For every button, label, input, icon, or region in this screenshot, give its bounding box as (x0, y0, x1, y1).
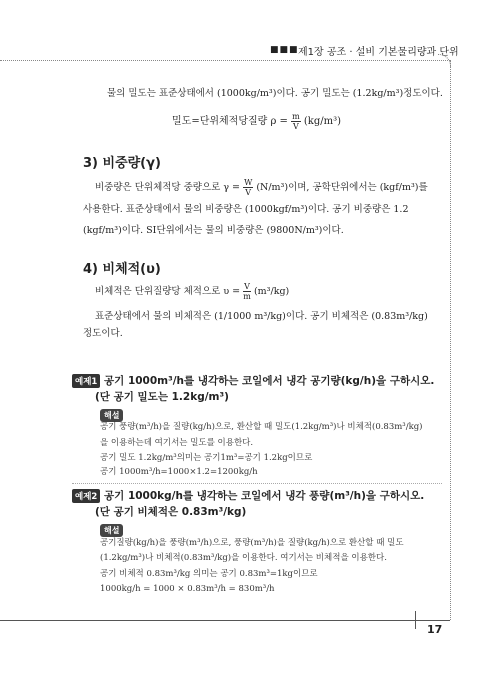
specific-volume-numerator: V (244, 282, 250, 291)
specific-volume-text-b: (m³/kg) (253, 286, 290, 297)
density-text: 물의 밀도는 표준상태에서 (1000kg/m³)이다. 공기 밀도는 (1.2kg/m³)정도이다. (107, 88, 443, 99)
example2-solution-line2: (1.2kg/m³)나 비체적(0.83m³/kg)을 이용한다. 여기서는 비체적을 이용한다. (100, 553, 387, 563)
specific-weight-line1 (95, 178, 428, 197)
footer-divider (0, 620, 450, 621)
example2-solution-label: 해설 (100, 524, 123, 537)
specific-weight-fraction (243, 178, 253, 197)
example1-solution-label: 해설 (100, 409, 123, 422)
example1-badge: 예제1 (72, 374, 100, 388)
example1-question-line1: 공기 1000m³/h를 냉각하는 코일에서 냉각 공기량(kg/h)을 구하시오. (104, 375, 435, 387)
density-formula (172, 112, 341, 131)
header-dots: ■■■ (270, 45, 299, 55)
example2-solution-line4: 1000kg/h = 1000 × 0.83m³/h = 830m³/h (100, 584, 275, 594)
specific-volume-line2: 표준상태에서 물의 비체적은 (1/1000 m³/kg)이다. 공기 비체적은 (0.83m³/kg) (95, 311, 428, 322)
density-formula-suffix: (kg/m³) (303, 116, 342, 127)
chapter-title: 제1장 공조 · 설비 기본물리량과 단위 (298, 47, 459, 58)
example1-solution-line2: 을 이용하는데 여기서는 밀도를 이용한다. (100, 438, 254, 448)
example2-question-line2: (단 공기 비체적은 0.83m³/kg) (95, 506, 247, 518)
example2-badge: 예제2 (72, 489, 100, 503)
specific-volume-fraction (243, 282, 251, 301)
specific-weight-denominator: V (245, 188, 252, 197)
specific-weight-line2: 사용한다. 표준상태에서 물의 비중량은 (1000kgf/m³)이다. 공기 비중량은 1.2 (83, 204, 409, 215)
density-fraction (291, 112, 301, 131)
example2-solution-line3: 공기 비체적 0.83m³/kg 의미는 공기 0.83m³=1kg이므로 (100, 569, 318, 579)
density-formula-prefix: 밀도=단위체적당질량 ρ = (172, 116, 288, 127)
example1-solution-line1: 공기 풍량(m³/h)을 질량(kg/h)으로, 환산할 때 밀도(1.2kg/m³)나 비체적(0.83m³/kg) (100, 422, 423, 432)
example1-solution-line4: 공기 1000m³/h=1000×1.2=1200kg/h (100, 467, 258, 477)
section-title-specific-weight: 3) 비중량(γ) (83, 156, 161, 171)
right-margin-divider (450, 60, 451, 620)
specific-volume-line1 (95, 282, 289, 301)
header-divider (0, 60, 450, 61)
specific-weight-text-a: 비중량은 단위체적당 중량으로 γ = (95, 182, 241, 193)
specific-weight-text-b: (N/m³)이며, 공학단위에서는 (kgf/m³)를 (256, 182, 428, 193)
specific-volume-text-a: 비체적은 단위질량당 체적으로 υ = (95, 286, 241, 297)
example2-question-line1: 공기 1000kg/h를 냉각하는 코일에서 냉각 풍량(m³/h)을 구하시오. (104, 490, 425, 502)
specific-volume-denominator: m (243, 292, 251, 301)
specific-volume-line3: 정도이다. (83, 328, 123, 339)
page-number: 17 (427, 623, 443, 636)
example1-divider (72, 483, 442, 484)
example2-solution-line1: 공기질량(kg/h)을 풍량(m³/h)으로, 풍량(m³/h)을 질량(kg/h)으로 환산할 때 밀도 (100, 538, 404, 548)
example1-solution-line3: 공기 밀도 1.2kg/m³의미는 공기1m³=공기 1.2kg이므로 (100, 453, 313, 463)
section-title-specific-volume: 4) 비체적(υ) (83, 262, 161, 277)
footer-tick (415, 611, 416, 629)
example1-question-line2: (단 공기 밀도는 1.2kg/m³) (95, 391, 229, 403)
specific-weight-line3: (kgf/m³)이다. SI단위에서는 물의 비중량은 (9800N/m³)이다. (83, 225, 344, 236)
density-numerator: m (292, 112, 300, 121)
density-denominator: V (293, 122, 299, 131)
specific-weight-numerator: W (244, 178, 253, 187)
